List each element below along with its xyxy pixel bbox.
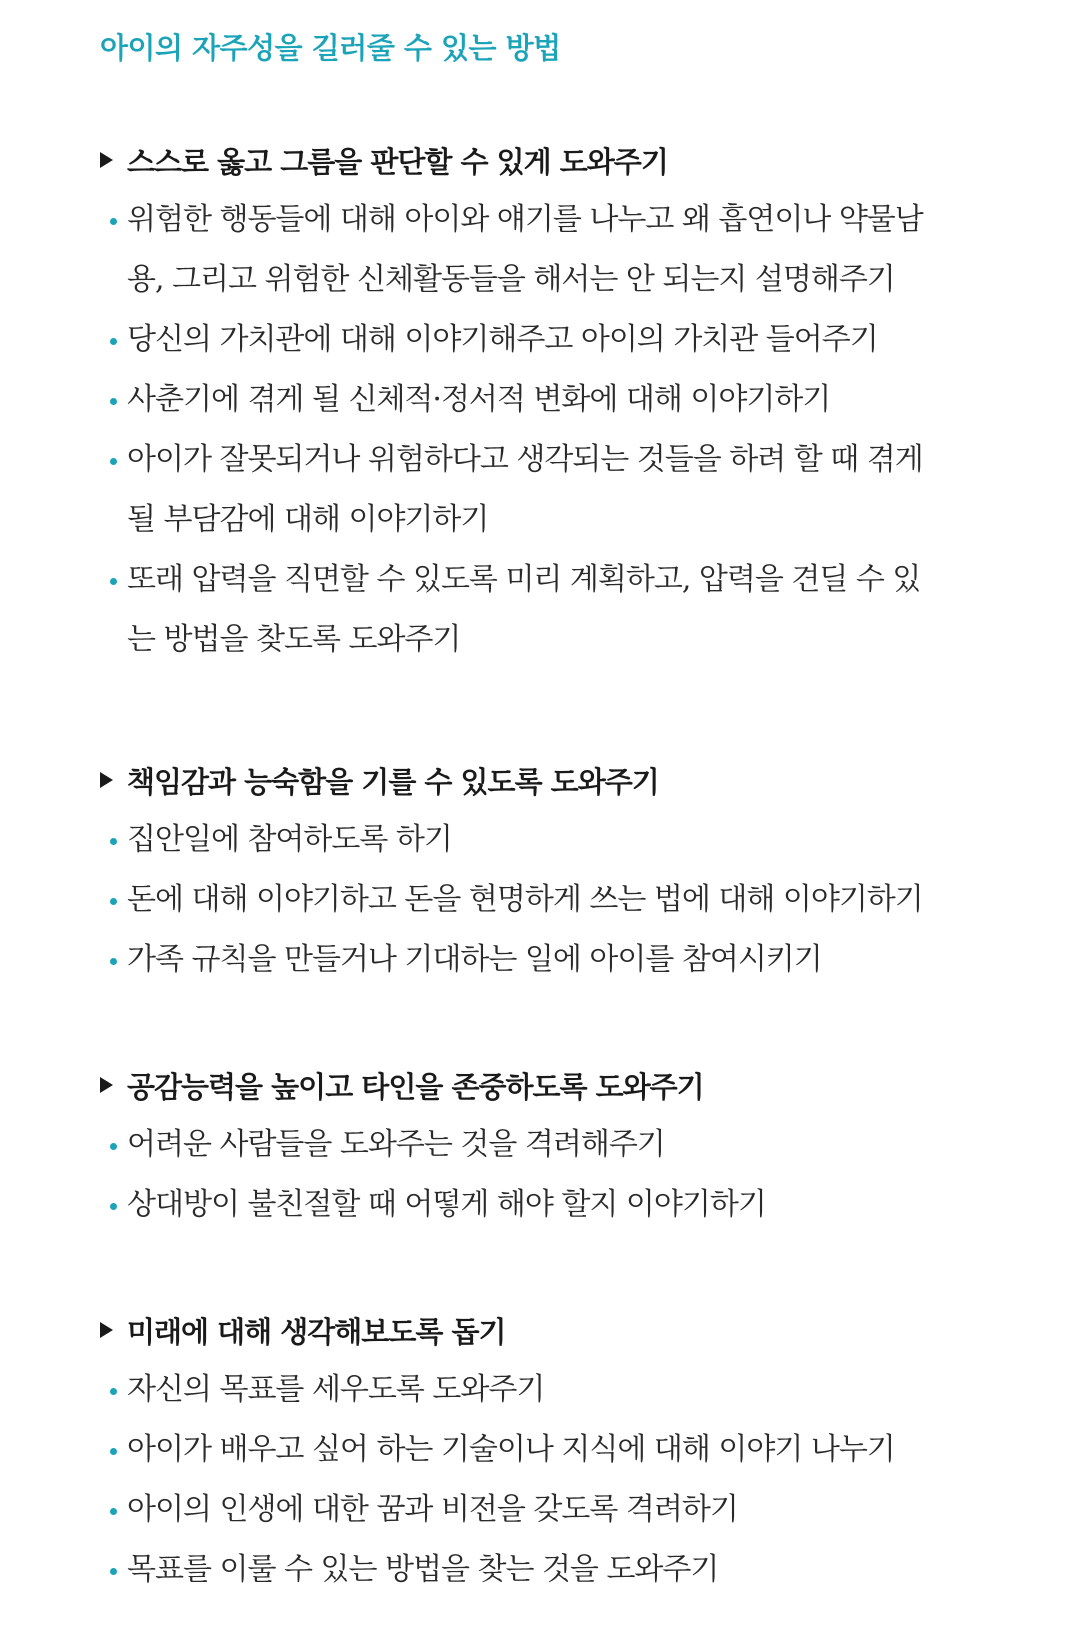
section-empathy <box>100 1055 990 1235</box>
list-item-text: 자신의 목표를 세우도록 도와주기 <box>127 1372 545 1407</box>
page-title: 아이의 자주성을 길러줄 수 있는 방법 <box>100 31 561 65</box>
list-item <box>100 1115 990 1175</box>
section-heading <box>100 1300 990 1360</box>
bullet-dot-icon <box>110 958 117 965</box>
list-item-text: 는 방법을 찾도록 도와주기 <box>127 622 461 657</box>
bullet-dot-icon <box>110 1203 117 1210</box>
list-item-text: 상대방이 불친절할 때 어떻게 해야 할지 이야기하기 <box>127 1187 766 1222</box>
bullet-dot-icon <box>110 338 117 345</box>
list-item-text: 당신의 가치관에 대해 이야기해주고 아이의 가치관 들어주기 <box>127 322 878 357</box>
bullet-dot-icon <box>110 1143 117 1150</box>
list-item-text: 용, 그리고 위험한 신체활동들을 해서는 안 되는지 설명해주기 <box>127 262 895 297</box>
bullet-dot-icon <box>110 898 117 905</box>
bullet-dot-icon <box>110 1388 117 1395</box>
list-item-text: 될 부담감에 대해 이야기하기 <box>127 502 489 537</box>
list-item <box>100 810 990 870</box>
section-responsibility <box>100 750 990 990</box>
section-heading-text: 책임감과 능숙함을 기를 수 있도록 도와주기 <box>127 764 659 799</box>
list-item-text: 위험한 행동들에 대해 아이와 얘기를 나누고 왜 흡연이나 약물남 <box>127 202 923 237</box>
bullet-list <box>100 1115 990 1235</box>
list-item <box>100 930 990 990</box>
list-item <box>100 550 990 670</box>
bullet-list <box>100 1360 990 1600</box>
list-item-text: 사춘기에 겪게 될 신체적·정서적 변화에 대해 이야기하기 <box>127 382 831 417</box>
bullet-dot-icon <box>110 458 117 465</box>
list-item <box>100 1480 990 1540</box>
section-heading-text: 공감능력을 높이고 타인을 존중하도록 도와주기 <box>127 1069 704 1104</box>
list-item-text: 또래 압력을 직면할 수 있도록 미리 계획하고, 압력을 견딜 수 있 <box>127 562 921 597</box>
list-item <box>100 870 990 930</box>
list-item <box>100 430 990 550</box>
section-heading-text: 스스로 옳고 그름을 판단할 수 있게 도와주기 <box>127 144 668 179</box>
list-item-text: 가족 규칙을 만들거나 기대하는 일에 아이를 참여시키기 <box>127 942 822 977</box>
bullet-dot-icon <box>110 1448 117 1455</box>
bullet-dot-icon <box>110 578 117 585</box>
list-item-text: 아이의 인생에 대한 꿈과 비전을 갖도록 격려하기 <box>127 1492 738 1527</box>
list-item <box>100 1175 990 1235</box>
section-heading <box>100 750 990 810</box>
list-item <box>100 1360 990 1420</box>
list-item <box>100 190 990 310</box>
section-future <box>100 1300 990 1600</box>
triangle-right-icon <box>100 772 113 788</box>
triangle-right-icon <box>100 1077 113 1093</box>
bullet-list <box>100 810 990 990</box>
triangle-right-icon <box>100 1322 113 1338</box>
bullet-dot-icon <box>110 398 117 405</box>
list-item-text: 아이가 배우고 싶어 하는 기술이나 지식에 대해 이야기 나누기 <box>127 1432 895 1467</box>
bullet-dot-icon <box>110 838 117 845</box>
bullet-dot-icon <box>110 218 117 225</box>
list-item-text: 돈에 대해 이야기하고 돈을 현명하게 쓰는 법에 대해 이야기하기 <box>127 882 923 917</box>
list-item-text: 집안일에 참여하도록 하기 <box>127 822 452 857</box>
bullet-dot-icon <box>110 1508 117 1515</box>
section-heading-text: 미래에 대해 생각해보도록 돕기 <box>127 1314 506 1349</box>
section-heading <box>100 130 990 190</box>
section-judgment <box>100 130 990 670</box>
list-item <box>100 1540 990 1600</box>
section-heading <box>100 1055 990 1115</box>
list-item <box>100 1420 990 1480</box>
list-item <box>100 370 990 430</box>
list-item-text: 아이가 잘못되거나 위험하다고 생각되는 것들을 하려 할 때 겪게 <box>127 442 923 477</box>
bullet-dot-icon <box>110 1568 117 1575</box>
list-item-text: 목표를 이룰 수 있는 방법을 찾는 것을 도와주기 <box>127 1552 719 1587</box>
list-item <box>100 310 990 370</box>
list-item-text: 어려운 사람들을 도와주는 것을 격려해주기 <box>127 1127 665 1162</box>
triangle-right-icon <box>100 152 113 168</box>
bullet-list <box>100 190 990 670</box>
